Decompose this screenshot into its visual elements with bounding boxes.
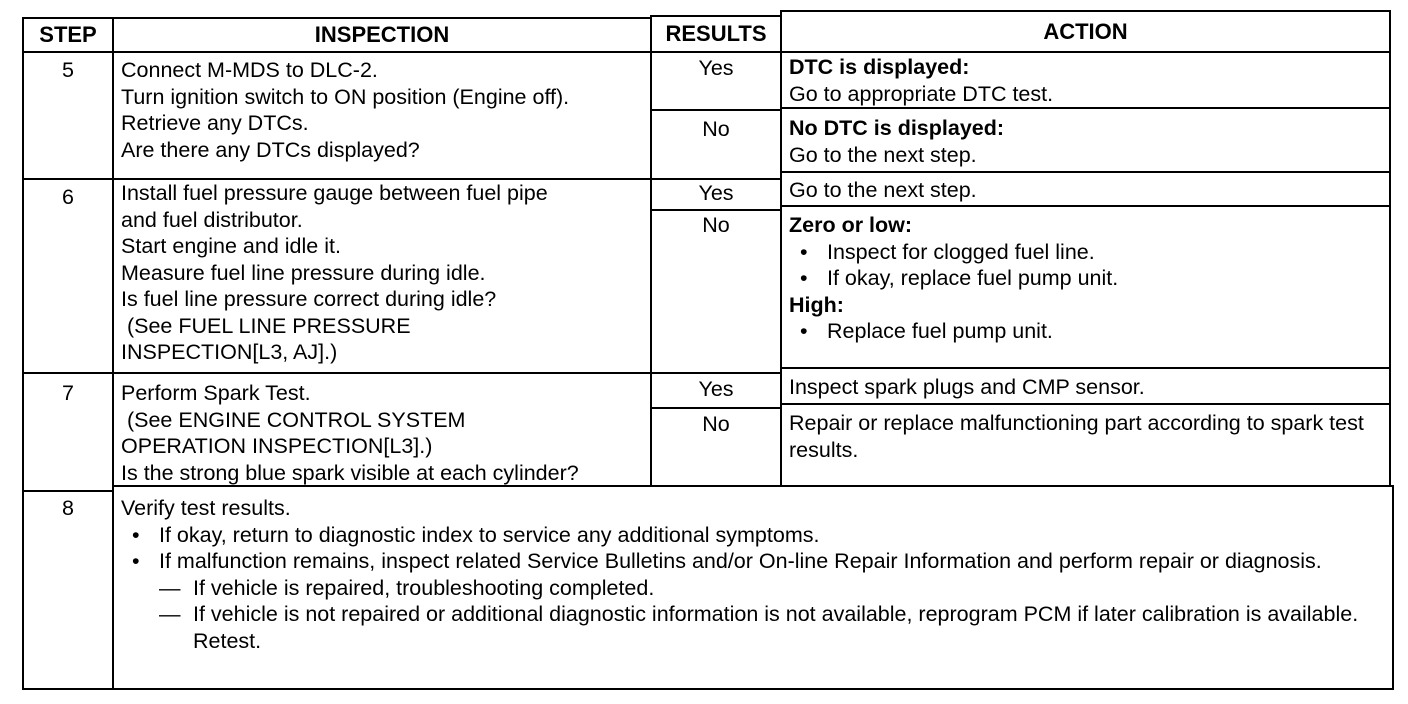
step-6-action-no-list-1 (789, 239, 1383, 292)
step-5-action-no (780, 107, 1391, 173)
step-7-result-yes: Yes (650, 372, 782, 409)
step-5-action-no-heading: No DTC is displayed: (789, 116, 1005, 140)
step-6-inspection-line-3: Start engine and idle it. (121, 234, 341, 258)
header-step: STEP (22, 17, 114, 53)
step-7-action-no: Repair or replace malfunctioning part according to spark test results. (780, 403, 1391, 492)
step-5-inspection-line-1: Connect M-MDS to DLC-2. (121, 58, 378, 82)
step-6-result-no: No (650, 209, 782, 374)
step-6-action-no-heading-1: Zero or low: (789, 213, 913, 237)
header-results: RESULTS (650, 15, 782, 53)
step-5-inspection-line-4: Are there any DTCs displayed? (121, 137, 420, 162)
step-7-number: 7 (22, 372, 114, 492)
step-5-inspection-line-3: Retrieve any DTCs. (121, 111, 309, 135)
step-6-action-no-heading-2: High: (789, 292, 844, 317)
header-action: ACTION (780, 10, 1391, 53)
step-8-subitem-1: — If vehicle is repaired, troubleshooting completed. (159, 575, 1386, 602)
step-8-subitem-2: — If vehicle is not repaired or additional diagnostic information is not available, reprogram PCM if later calibration is available. Retest. (159, 601, 1386, 654)
step-6-inspection-line-2: and fuel distributor. (121, 207, 303, 232)
step-7-result-no: No (650, 407, 782, 492)
step-6-action-no (780, 205, 1391, 369)
step-7-inspection-line-4: Is the strong blue spark visible at each cylinder? (121, 460, 579, 485)
step-5-inspection-line-2: Turn ignition switch to ON position (Engine off). (121, 84, 570, 109)
step-7-inspection-line-1: Perform Spark Test. (121, 381, 311, 405)
step-6-action-no-bullet-1: • Inspect for clogged fuel line. (789, 239, 1383, 266)
step-6-action-no-bullet-3: • Replace fuel pump unit. (789, 318, 1383, 345)
step-6-inspection-line-4: Measure fuel line pressure during idle. (121, 260, 486, 285)
step-5-action-yes-text: Go to appropriate DTC test. (789, 81, 1054, 106)
step-8-bullet-1: • If okay, return to diagnostic index to service any additional symptoms. (121, 522, 1386, 549)
step-6-number: 6 (22, 178, 114, 374)
step-5-number: 5 (22, 51, 114, 180)
step-7-inspection-line-3: OPERATION INSPECTION[L3].) (121, 434, 433, 458)
step-8-content (112, 485, 1394, 690)
step-5-action-no-text: Go to the next step. (789, 142, 977, 167)
step-6-inspection-line-5: Is fuel line pressure correct during idle? (121, 287, 497, 311)
step-5-action-yes-heading: DTC is displayed: (789, 55, 970, 79)
step-8-bullet-2: • If malfunction remains, inspect related Service Bulletins and/or On-line Repair Information and perform repair or diagnosis. (121, 548, 1386, 575)
step-6-inspection-line-1: Install fuel pressure gauge between fuel pipe (121, 181, 548, 205)
step-8-bullet-list (121, 522, 1386, 575)
step-6-inspection-line-6: (See FUEL LINE PRESSURE (121, 313, 411, 338)
step-6-action-no-bullet-2: • If okay, replace fuel pump unit. (789, 265, 1383, 292)
step-7-action-yes: Inspect spark plugs and CMP sensor. (780, 367, 1391, 405)
step-6-inspection-line-7: INSPECTION[L3, AJ].) (121, 340, 338, 364)
step-8-number: 8 (22, 490, 114, 690)
header-inspection: INSPECTION (112, 17, 652, 53)
step-7-inspection-line-2: (See ENGINE CONTROL SYSTEM (121, 407, 466, 432)
step-6-action-yes: Go to the next step. (780, 171, 1391, 207)
step-5-result-yes: Yes (650, 51, 782, 111)
step-5-result-no: No (650, 109, 782, 180)
step-6-result-yes: Yes (650, 178, 782, 211)
step-6-action-no-list-2 (789, 318, 1383, 345)
step-8-sub-list (121, 575, 1386, 655)
step-5-inspection (112, 51, 652, 180)
step-7-inspection (112, 372, 652, 492)
step-6-inspection (112, 178, 652, 374)
step-5-action-yes (780, 51, 1391, 109)
step-8-intro: Verify test results. (121, 496, 291, 520)
